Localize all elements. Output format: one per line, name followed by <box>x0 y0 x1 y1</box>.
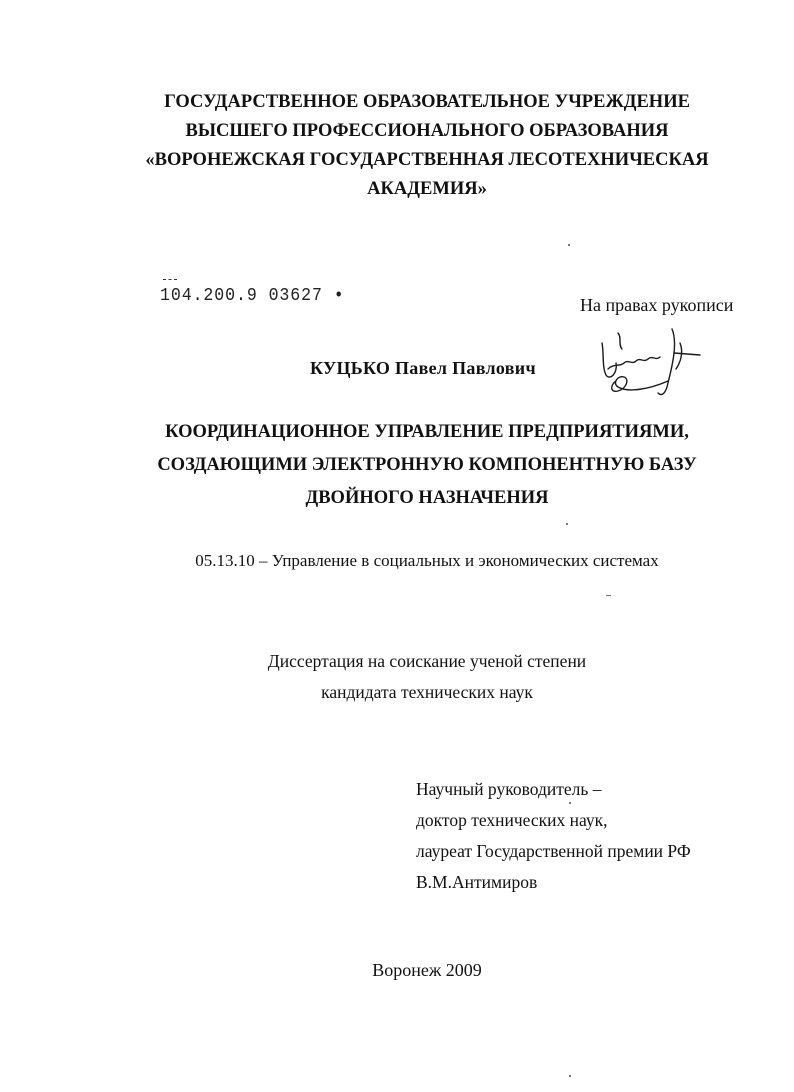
thesis-title-line: СОЗДАЮЩИМИ ЭЛЕКТРОННУЮ КОМПОНЕНТНУЮ БАЗУ <box>157 455 697 475</box>
institution-line: «ВОРОНЕЖСКАЯ ГОСУДАРСТВЕННАЯ ЛЕСОТЕХНИЧЕСКАЯ <box>145 150 709 170</box>
institution-header <box>60 88 794 204</box>
author-name: КУЦЬКО Павел Павлович <box>310 358 536 378</box>
scan-speck <box>569 802 571 804</box>
degree-line: кандидата технических наук <box>321 682 533 702</box>
institution-line: ВЫСШЕГО ПРОФЕССИОНАЛЬНОГО ОБРАЗОВАНИЯ <box>185 121 669 141</box>
supervisor-line: доктор технических наук, <box>416 810 608 830</box>
registration-stamp: 104.200.9 03627 • <box>160 286 345 306</box>
signature-icon <box>588 323 708 403</box>
degree-statement <box>60 646 794 708</box>
thesis-title <box>60 416 794 515</box>
degree-line: Диссертация на соискание ученой степени <box>267 651 587 671</box>
thesis-title-line: КООРДИНАЦИОННОЕ УПРАВЛЕНИЕ ПРЕДПРИЯТИЯМИ, <box>165 422 689 442</box>
scan-speck <box>606 595 611 596</box>
supervisor-line: лауреат Государственной премии РФ <box>416 841 691 861</box>
scan-speck <box>569 1075 571 1077</box>
thesis-title-line: ДВОЙНОГО НАЗНАЧЕНИЯ <box>305 488 549 508</box>
stamp-mark <box>163 279 177 280</box>
scan-speck <box>568 244 570 246</box>
supervisor-block <box>416 774 691 898</box>
institution-line: АКАДЕМИЯ» <box>367 179 487 199</box>
institution-line: ГОСУДАРСТВЕННОЕ ОБРАЗОВАТЕЛЬНОЕ УЧРЕЖДЕНИЕ <box>164 92 690 112</box>
specialty: 05.13.10 – Управление в социальных и экономических системах <box>195 551 659 570</box>
supervisor-line: В.М.Антимиров <box>416 872 538 892</box>
city-year: Воронеж 2009 <box>372 960 482 980</box>
rights-notice: На правах рукописи <box>580 295 734 315</box>
supervisor-line: Научный руководитель – <box>416 779 602 799</box>
scan-speck <box>566 523 568 525</box>
